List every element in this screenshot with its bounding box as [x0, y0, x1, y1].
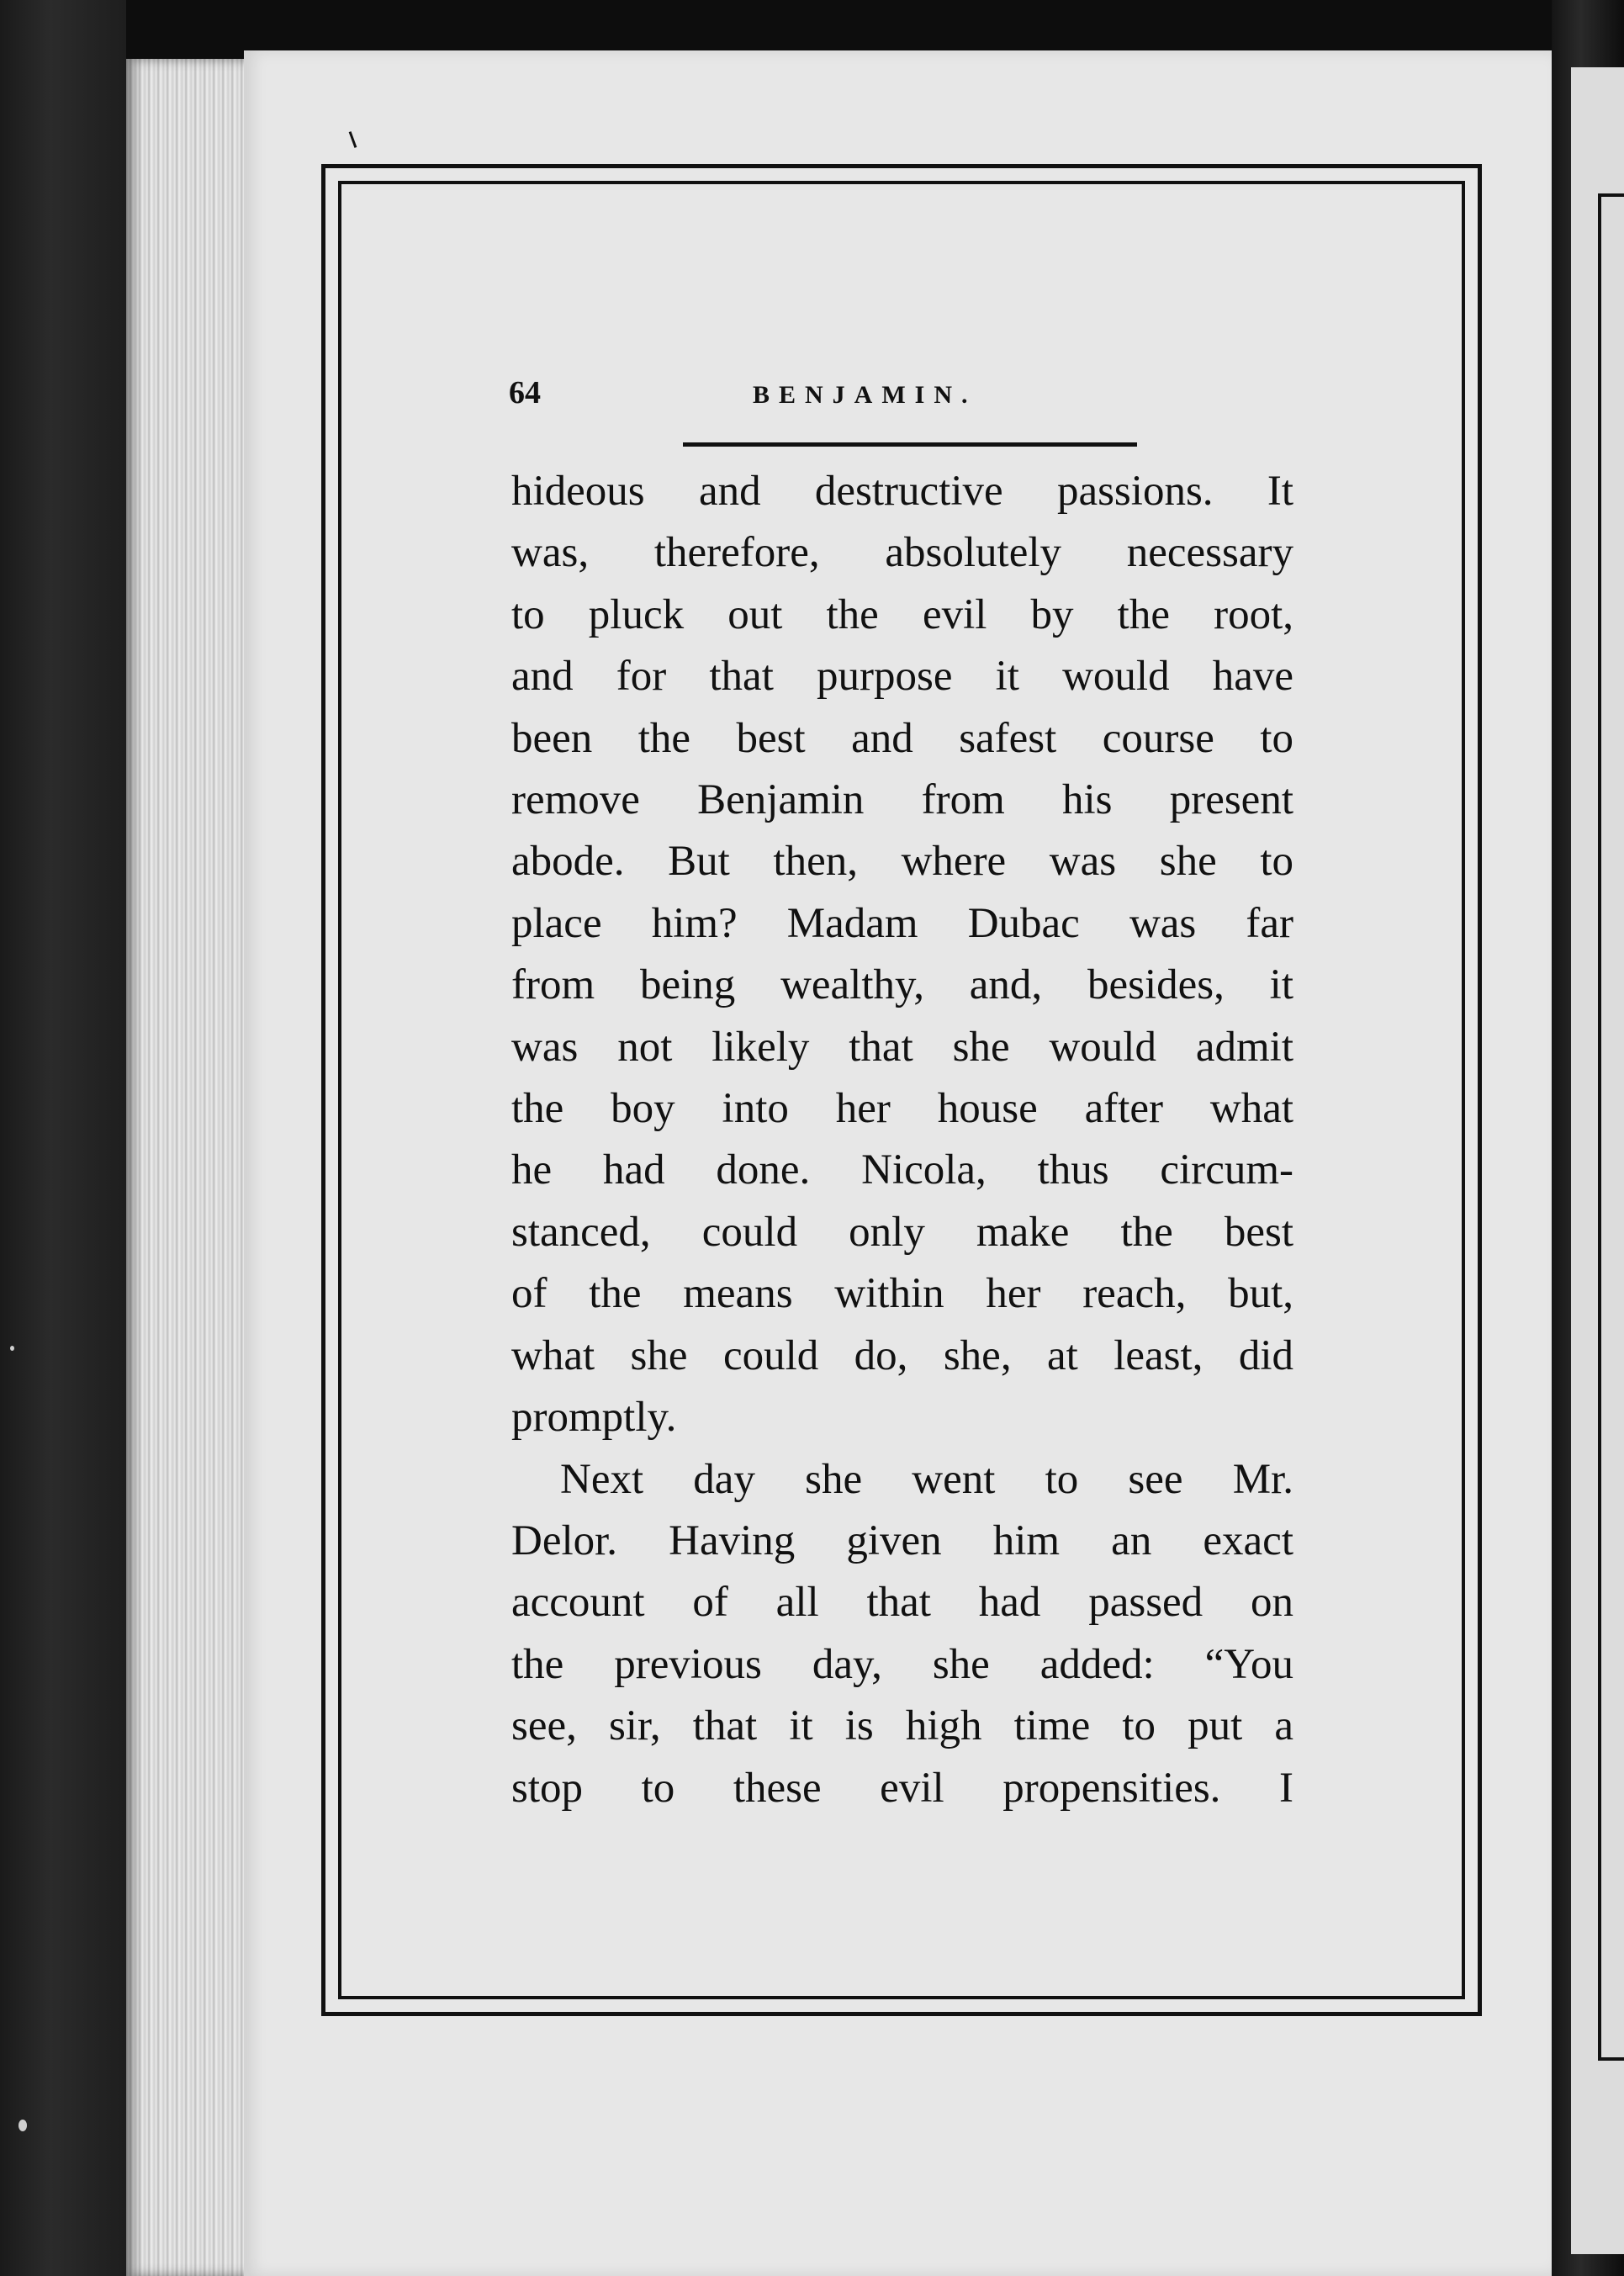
text-line: from being wealthy, and, besides, it — [511, 961, 1293, 1009]
text-line: stop to these evil propensities. I — [511, 1764, 1293, 1812]
text-line: place him? Madam Dubac was far — [511, 899, 1293, 947]
text-line: Next day she went to see Mr. — [560, 1455, 1293, 1503]
text-line: Delor. Having given him an exact — [511, 1516, 1293, 1564]
text-line: been the best and safest course to — [511, 714, 1293, 762]
running-head: BENJAMIN. — [753, 381, 977, 409]
page-number: 64 — [509, 375, 541, 410]
text-line: was, therefore, absolutely necessary — [511, 529, 1293, 577]
text-line: stanced, could only make the best — [511, 1208, 1293, 1256]
text-line: he had done. Nicola, thus circum- — [511, 1146, 1293, 1194]
text-line: the boy into her house after what — [511, 1085, 1293, 1133]
page-speck — [10, 1346, 14, 1351]
text-line: was not likely that she would admit — [511, 1023, 1293, 1071]
text-line: hideous and destructive passions. It — [511, 468, 1293, 515]
text-line: to pluck out the evil by the root, — [511, 590, 1293, 638]
text-line: of the means within her reach, but, — [511, 1270, 1293, 1318]
body-text — [511, 461, 1293, 1819]
page-header — [509, 374, 1299, 425]
page-edges — [126, 59, 252, 2276]
text-line: what she could do, she, at least, did — [511, 1331, 1293, 1379]
text-line: the previous day, she added: “You — [511, 1640, 1293, 1688]
text-line: and for that purpose it would have — [511, 653, 1293, 701]
page-speck — [19, 2120, 27, 2131]
book-cover-edge — [0, 0, 126, 2276]
text-line: see, sir, that it is high time to put a — [511, 1702, 1293, 1750]
header-rule — [683, 442, 1137, 447]
text-line: remove Benjamin from his present — [511, 776, 1293, 824]
text-line: abode. But then, where was she to — [511, 838, 1293, 886]
text-line: promptly. — [511, 1394, 677, 1442]
facing-page-frame — [1598, 193, 1624, 2061]
text-line: account of all that had passed on — [511, 1579, 1293, 1627]
